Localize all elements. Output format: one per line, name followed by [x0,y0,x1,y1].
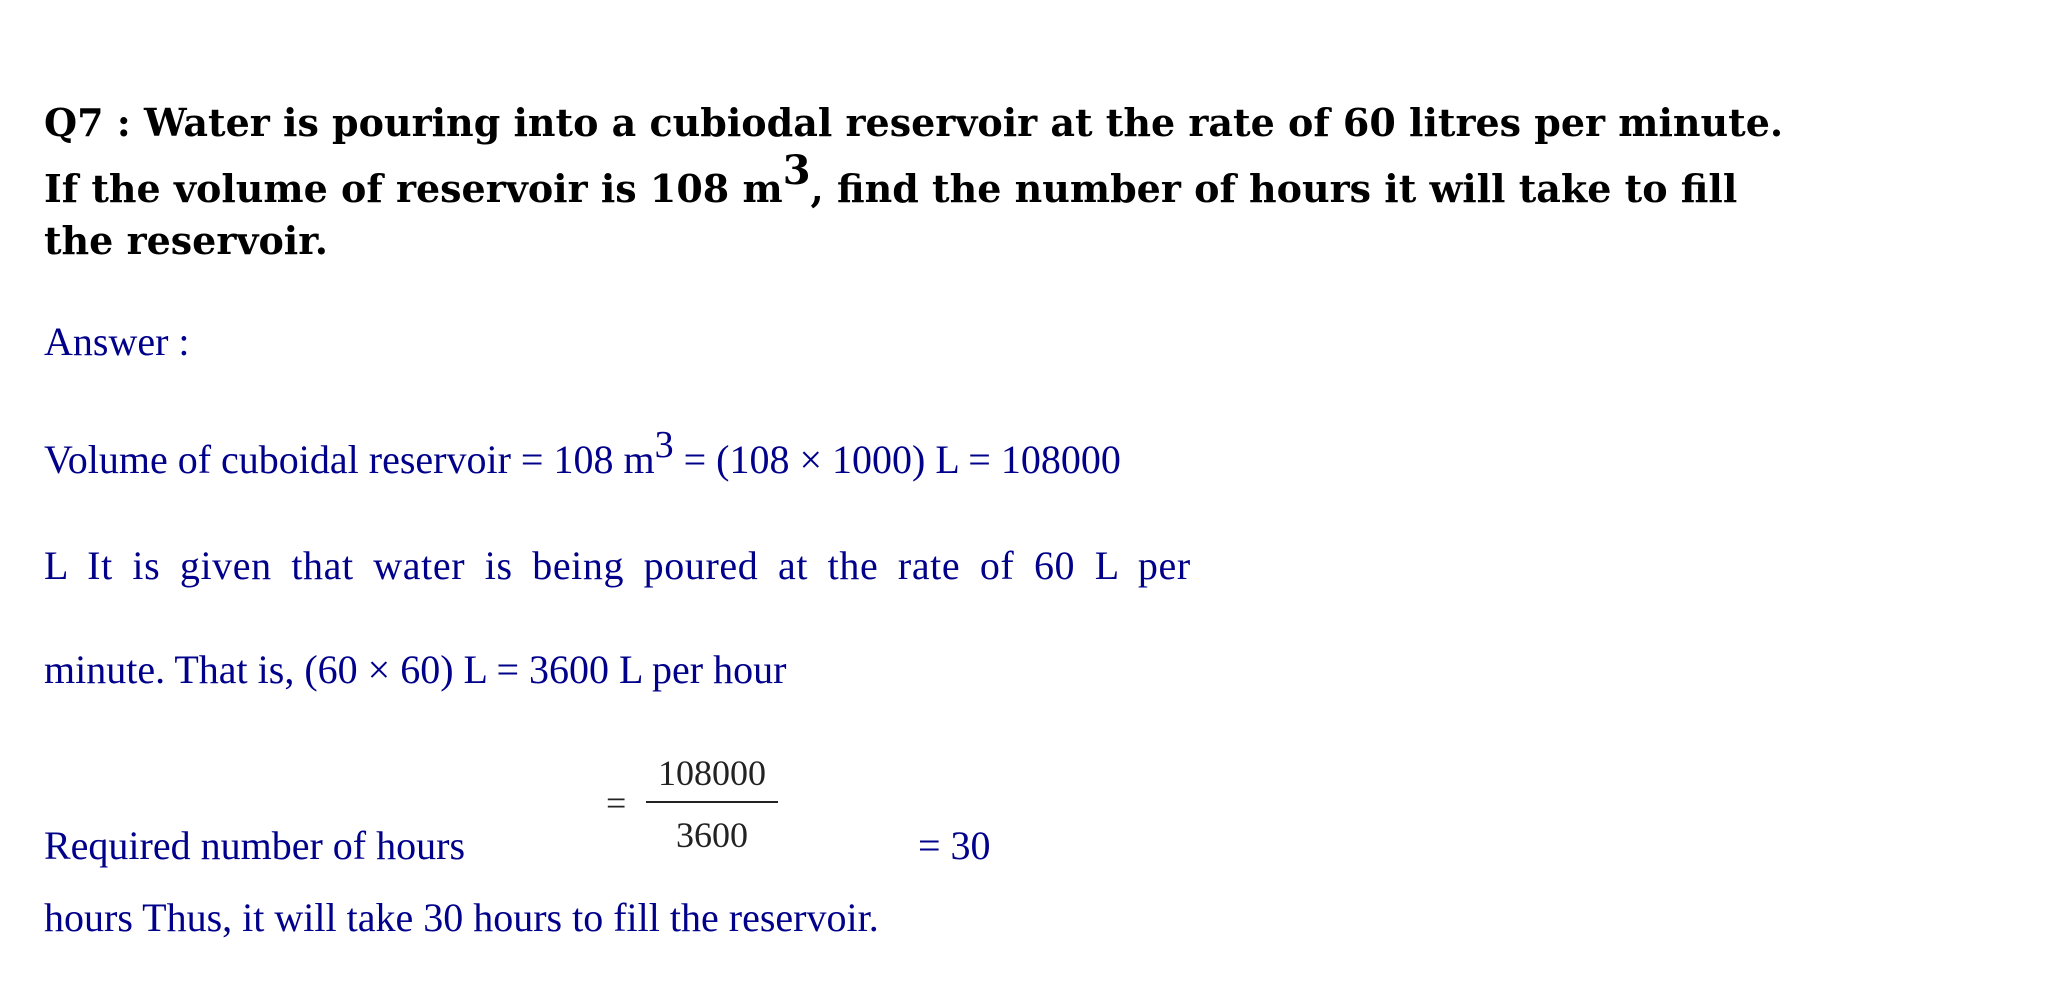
question-line-2 [44,147,1738,211]
answer-result: = 30 [918,823,991,868]
question-line-2-start: If the volume of reservoir is 108 m [44,166,783,211]
answer-line-volume-end: = (108 × 1000) L = 108000 [673,437,1121,482]
answer-line-volume-start: Volume of cuboidal reservoir = 108 m [44,437,655,482]
fraction-denominator: 3600 [676,815,748,855]
cubic-superscript-answer: 3 [654,424,674,466]
question-line-3: the reservoir. [44,218,328,263]
answer-line-volume [44,424,1121,482]
cubic-superscript: 3 [782,147,811,194]
question-line-1: Q7 : Water is pouring into a cubiodal reservoir at the rate of 60 litres per minute. [44,100,1784,145]
answer-label: Answer : [44,319,190,364]
fraction-bar [646,801,778,803]
fraction-numerator: 108000 [658,753,766,793]
answer-line-required: Required number of hours [44,823,466,868]
fraction-image [604,755,784,865]
fraction-equals: = [606,783,627,823]
answer-line-hourly: minute. That is, (60 × 60) L = 3600 L per hour [44,647,787,692]
question-line-2-end: , find the number of hours it will take to fill [810,166,1738,211]
answer-line-conclusion: hours Thus, it will take 30 hours to fill the reservoir. [44,895,879,940]
answer-line-rate: L It is given that water is being poured at the rate of 60 L per [44,543,1191,588]
